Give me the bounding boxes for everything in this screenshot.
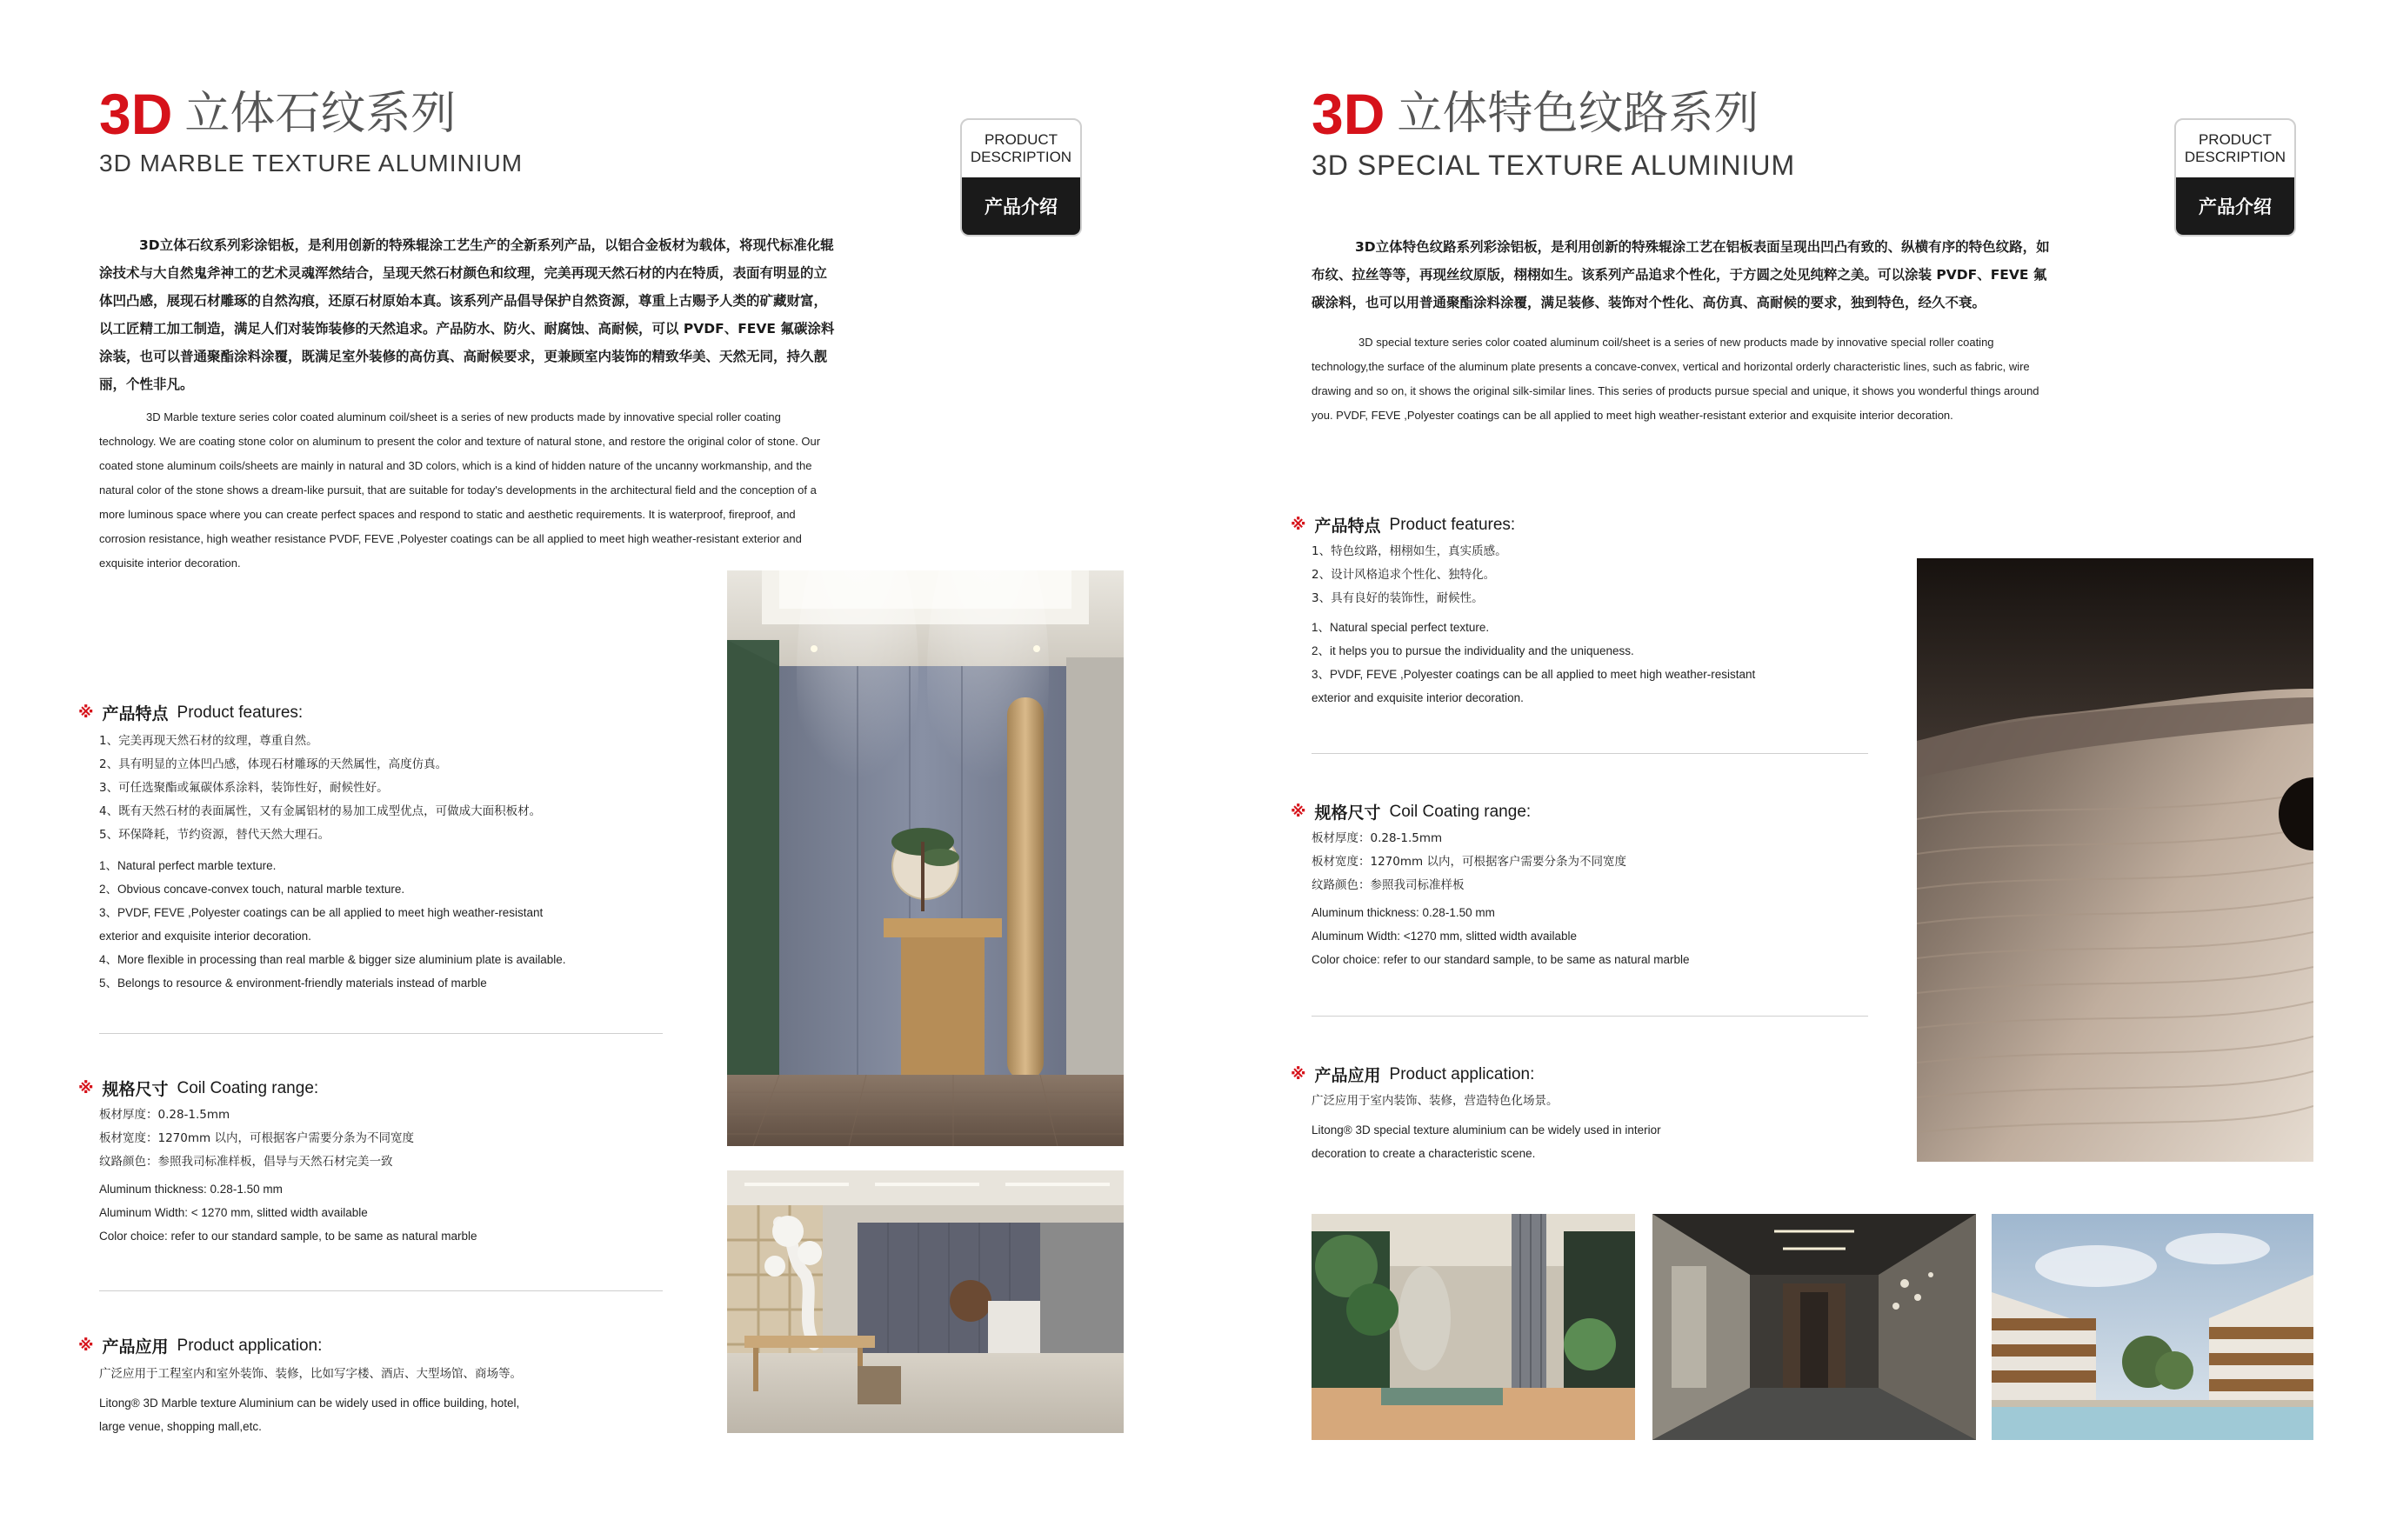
divider: [99, 1290, 663, 1291]
list-item: 广泛应用于室内装饰、装修，营造特色化场景。: [1312, 1094, 1559, 1108]
asterisk-icon: ※: [1291, 803, 1306, 821]
list-item: 2、it helps you to pursue the individuality and the uniqueness.: [1312, 644, 1634, 657]
list-item: Aluminum thickness: 0.28-1.50 mm: [99, 1183, 283, 1196]
divider: [1312, 1016, 1868, 1017]
list-item: 纹路颜色：参照我司标准样板，倡导与天然石材完美一致: [99, 1155, 393, 1169]
list-item: Litong® 3D Marble texture Aluminium can be widely used in office building, hotel,: [99, 1397, 520, 1410]
list-item: 4、既有天然石材的表面属性，又有金属铝材的易加工成型优点，可做成大面积板材。: [99, 804, 542, 818]
list-item: 3、PVDF, FEVE ,Polyester coatings can be all applied to meet high weather-resistant: [99, 906, 544, 919]
list-item: 3、具有良好的装饰性，耐候性。: [1312, 591, 1484, 605]
left-title-cn: 立体石纹系列: [184, 88, 457, 140]
badge-line1: PRODUCT: [984, 131, 1058, 148]
left-intro-en: 3D Marble texture series color coated aluminum coil/sheet is a series of new products made by innovative special roller coating technology. We are coating stone color on aluminum to present the color and texture of natural stone, and restore the original color of stone. Our coated stone aluminum coils/sheets are mainly in natural and 3D colors, which is a kind of hidden nature of the uncanny workmanship, and the natural color of the stone shows a dream-like pursuit, that are suitable for today's developments in the architectural field and the conception of a more luminous space where you can create perfect spaces and respond to static and aesthetic requirements. It is waterproof, fireproof, and corrosion resistance, high weather resistance PVDF, FEVE ,Polyester coatings can be all applied to meet high weather-resistant exterior and exquisite interior decoration.: [99, 410, 821, 570]
right-application-heading: ※ 产品应用 Product application:: [1291, 1064, 1535, 1085]
list-item: 1、Natural special perfect texture.: [1312, 621, 1490, 634]
list-item: decoration to create a characteristic scene.: [1312, 1147, 1536, 1160]
list-item: 板材宽度：1270mm 以内，可根据客户需要分条为不同宽度: [1312, 855, 1626, 869]
right-intro-en: 3D special texture series color coated aluminum coil/sheet is a series of new products made by innovative special roller coating technology,the surface of the aluminum plate presents a concave-convex, vertical and horizontal orderly characteristic lines, such as fabric, wire drawing and so on, it shows the original silk-similar lines. This series of products pursue special and unique, it shows you wonderful things around you. PVDF, FEVE ,Polyester coatings can be all applied to meet high weather-resistant exterior and exquisite interior decoration.: [1312, 336, 2039, 422]
list-item: Litong® 3D special texture aluminium can be widely used in interior: [1312, 1123, 1661, 1137]
list-item: Color choice: refer to our standard sample, to be same as natural marble: [99, 1230, 477, 1243]
right-subtitle: 3D SPECIAL TEXTURE ALUMINIUM: [1312, 150, 1796, 181]
list-item: Color choice: refer to our standard sample, to be same as natural marble: [1312, 953, 1690, 966]
asterisk-icon: ※: [78, 703, 94, 722]
badge-line1: PRODUCT: [2198, 131, 2273, 148]
badge-cn: 产品介绍: [2176, 177, 2294, 235]
list-item: 2、Obvious concave-convex touch, natural marble texture.: [99, 883, 405, 896]
list-item: 4、More flexible in processing than real marble & bigger size aluminium plate is available.: [99, 953, 566, 966]
left-coil-section: [78, 1077, 670, 1248]
list-item: Aluminum Width: < 1270 mm, slitted width available: [99, 1206, 368, 1219]
foyer-interior-photo: [727, 570, 1124, 1146]
list-item: 5、Belongs to resource & environment-friendly materials instead of marble: [99, 977, 487, 990]
divider: [1312, 753, 1868, 754]
left-subtitle: 3D MARBLE TEXTURE ALUMINIUM: [99, 150, 524, 177]
fabric-texture-closeup-photo: [1917, 558, 2313, 1162]
left-coil-heading: ※ 规格尺寸 Coil Coating range:: [78, 1078, 319, 1099]
list-item: exterior and exquisite interior decoration.: [1312, 691, 1524, 704]
badge-line2: DESCRIPTION: [2184, 149, 2286, 165]
right-application-list: [1291, 1090, 1882, 1165]
list-item: large venue, shopping mall,etc.: [99, 1420, 262, 1433]
list-item: 3、可任选聚酯或氟碳体系涂料，装饰性好，耐候性好。: [99, 781, 389, 795]
right-title-3d: 3D: [1312, 82, 1385, 146]
right-features-section: [1291, 513, 1882, 710]
left-application-list: [78, 1363, 670, 1438]
right-product-description-badge: [2174, 118, 2296, 237]
list-item: Aluminum Width: <1270 mm, slitted width available: [1312, 930, 1578, 943]
left-product-description-badge: [960, 118, 1082, 237]
list-item: 板材厚度：0.28-1.5mm: [99, 1108, 230, 1122]
list-item: 2、设计风格追求个性化、独特化。: [1312, 568, 1496, 582]
asterisk-icon: ※: [1291, 516, 1306, 534]
list-item: 纹路颜色：参照我司标准样板: [1312, 878, 1465, 892]
left-application-section: [78, 1334, 670, 1438]
list-item: 板材厚度：0.28-1.5mm: [1312, 831, 1443, 845]
list-item: 广泛应用于工程室内和室外装饰、装修，比如写字楼、酒店、大型场馆、商场等。: [99, 1367, 522, 1381]
right-title: [1312, 82, 1759, 146]
badge-cn: 产品介绍: [962, 177, 1080, 235]
left-coil-list: [78, 1103, 670, 1248]
hallway-interior-photo: [1652, 1214, 1976, 1440]
list-item: 1、Natural perfect marble texture.: [99, 859, 277, 872]
left-title-3d: 3D: [99, 82, 173, 146]
list-item: exterior and exquisite interior decoration.: [99, 930, 311, 943]
right-coil-list: [1291, 827, 1882, 971]
right-intro-cn: 3D立体特色纹路系列彩涂铝板，是利用创新的特殊辊涂工艺在铝板表面呈现出凹凸有致的、纵横有序的特色纹路，如布纹、拉丝等等，再现丝纹原版，栩栩如生。该系列产品追求个性化，于方圆之处见纯粹之美。可以涂装 PVDF、FEVE 氟碳涂料，也可以用普通聚酯涂料涂覆，满足装修、装饰对个性化、高仿真、高耐候的要求，独到特色，经久不衰。: [1312, 239, 2050, 310]
list-item: 板材宽度：1270mm 以内，可根据客户需要分条为不同宽度: [99, 1131, 414, 1145]
list-item: Aluminum thickness: 0.28-1.50 mm: [1312, 906, 1495, 919]
office-reception-photo: [727, 1170, 1124, 1433]
left-intro-cn: 3D立体石纹系列彩涂铝板，是利用创新的特殊辊涂工艺生产的全新系列产品，以铝合金板材为载体，将现代标准化辊涂技术与大自然鬼斧神工的艺术灵魂浑然结合，呈现天然石材颜色和纹理，完美再现天然石材的内在特质，表面有明显的立体凹凸感，展现石材雕琢的自然沟痕，还原石材原始本真。该系列产品倡导保护自然资源，尊重上古赐予人类的矿藏财富，以工匠精工加工制造，满足人们对装饰装修的天然追求。产品防水、防火、耐腐蚀、高耐候，可以 PVDF、FEVE 氟碳涂料涂装，也可以普通聚酯涂料涂覆，既满足室外装修的高仿真、高耐候要求，更兼顾室内装饰的精致华美、天然无同，持久靓丽，个性非凡。: [99, 237, 835, 392]
left-features-list: [78, 730, 670, 995]
list-item: 2、具有明显的立体凹凸感，体现石材雕琢的天然属性，高度仿真。: [99, 757, 448, 771]
list-item: 1、完美再现天然石材的纹理，尊重自然。: [99, 734, 318, 748]
list-item: 5、环保降耗，节约资源，替代天然大理石。: [99, 828, 330, 842]
right-features-list: [1291, 540, 1882, 710]
asterisk-icon: ※: [78, 1079, 94, 1097]
badge-line2: DESCRIPTION: [970, 149, 1072, 165]
lounge-interior-photo: [1312, 1214, 1635, 1440]
left-application-heading: ※ 产品应用 Product application:: [78, 1336, 323, 1357]
right-application-section: [1291, 1063, 1882, 1165]
right-coil-heading: ※ 规格尺寸 Coil Coating range:: [1291, 802, 1532, 823]
left-title: [99, 82, 457, 146]
left-features-heading: ※ 产品特点 Product features:: [78, 703, 304, 723]
resort-exterior-photo: [1992, 1214, 2313, 1440]
left-features-section: [78, 701, 670, 995]
list-item: 3、PVDF, FEVE ,Polyester coatings can be all applied to meet high weather-resistant: [1312, 668, 1756, 681]
divider: [99, 1033, 663, 1034]
right-coil-section: [1291, 800, 1882, 971]
asterisk-icon: ※: [1291, 1065, 1306, 1083]
list-item: 1、特色纹路，栩栩如生，真实质感。: [1312, 544, 1507, 558]
asterisk-icon: ※: [78, 1337, 94, 1355]
right-title-cn: 立体特色纹路系列: [1397, 88, 1759, 140]
right-features-heading: ※ 产品特点 Product features:: [1291, 515, 1516, 536]
